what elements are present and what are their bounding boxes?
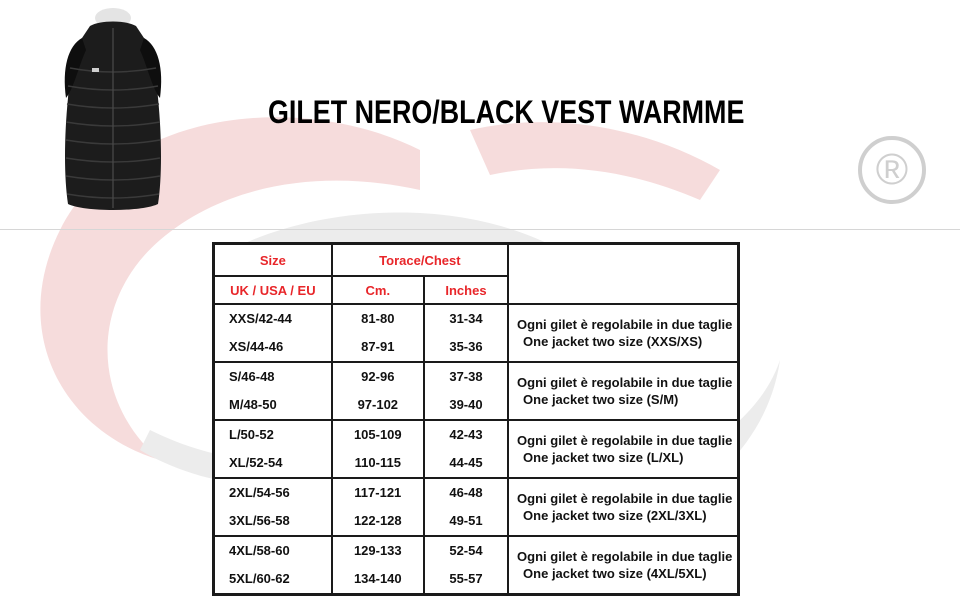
cm-value: 97-102 [357,397,399,412]
size-value: XS/44-46 [229,339,284,354]
horizontal-divider [0,229,960,230]
inches-value: 35-36 [449,339,483,354]
size-value: XL/52-54 [229,455,283,470]
page-title: GILET NERO/BLACK VEST WARMME [268,94,745,130]
registered-trademark-icon: ® [858,136,926,204]
inches-cell [424,478,508,536]
inches-value: 46-48 [449,485,483,500]
size-cell [214,420,332,478]
cm-value: 117-121 [354,485,402,500]
size-value: XXS/42-44 [229,311,292,326]
cm-value: 129-133 [353,543,402,558]
size-chart-table [212,242,740,596]
table-header-row [214,244,739,277]
note-cell [508,536,738,595]
cm-subheader: Cm. [332,276,424,304]
note-italian: Ogni gilet è regolabile in due taglie [517,549,733,564]
table-row [214,362,739,420]
inches-value: 55-57 [449,571,483,586]
black-vest-image [52,8,174,216]
note-header-cell [508,244,738,305]
size-value: 3XL/56-58 [229,513,290,528]
cm-value: 92-96 [361,369,395,384]
cm-value: 81-80 [361,311,395,326]
inches-value: 31-34 [449,311,483,326]
cm-value: 110-115 [354,455,401,470]
size-value: 2XL/54-56 [229,485,290,500]
note-english: One jacket two size (S/M) [523,392,679,407]
inches-value: 44-45 [449,455,483,470]
table-row [214,420,739,478]
size-systems-subheader: UK / USA / EU [214,276,332,304]
cm-cell [332,362,424,420]
note-italian: Ogni gilet è regolabile in due taglie [517,433,733,448]
inches-value: 42-43 [449,427,483,442]
cm-value: 105-109 [353,427,402,442]
note-english: One jacket two size (XXS/XS) [523,334,703,349]
inches-value: 39-40 [449,397,483,412]
size-header: Size [214,244,332,277]
cm-value: 134-140 [353,571,402,586]
note-italian: Ogni gilet è regolabile in due taglie [517,375,733,390]
table-row [214,536,739,595]
cm-cell [332,478,424,536]
note-cell [508,478,738,536]
size-value: M/48-50 [229,397,277,412]
size-value: S/46-48 [229,369,275,384]
inches-cell [424,304,508,362]
size-value: 4XL/58-60 [229,543,290,558]
size-cell [214,478,332,536]
inches-value: 37-38 [449,369,483,384]
cm-value: 122-128 [353,513,402,528]
inches-value: 52-54 [449,543,483,558]
inches-subheader: Inches [424,276,508,304]
inches-cell [424,536,508,595]
chest-header: Torace/Chest [332,244,508,277]
cm-cell [332,420,424,478]
note-italian: Ogni gilet è regolabile in due taglie [517,317,733,332]
inches-cell [424,362,508,420]
note-english: One jacket two size (L/XL) [523,450,684,465]
note-english: One jacket two size (2XL/3XL) [523,508,707,523]
cm-value: 87-91 [361,339,395,354]
size-cell [214,304,332,362]
note-cell [508,304,738,362]
note-cell [508,362,738,420]
cm-cell [332,304,424,362]
inches-cell [424,420,508,478]
note-italian: Ogni gilet è regolabile in due taglie [517,491,733,506]
note-english: One jacket two size (4XL/5XL) [523,566,707,581]
table-row [214,478,739,536]
size-cell [214,536,332,595]
size-value: L/50-52 [229,427,274,442]
size-cell [214,362,332,420]
note-cell [508,420,738,478]
table-row [214,304,739,362]
cm-cell [332,536,424,595]
inches-value: 49-51 [449,513,483,528]
size-value: 5XL/60-62 [229,571,290,586]
